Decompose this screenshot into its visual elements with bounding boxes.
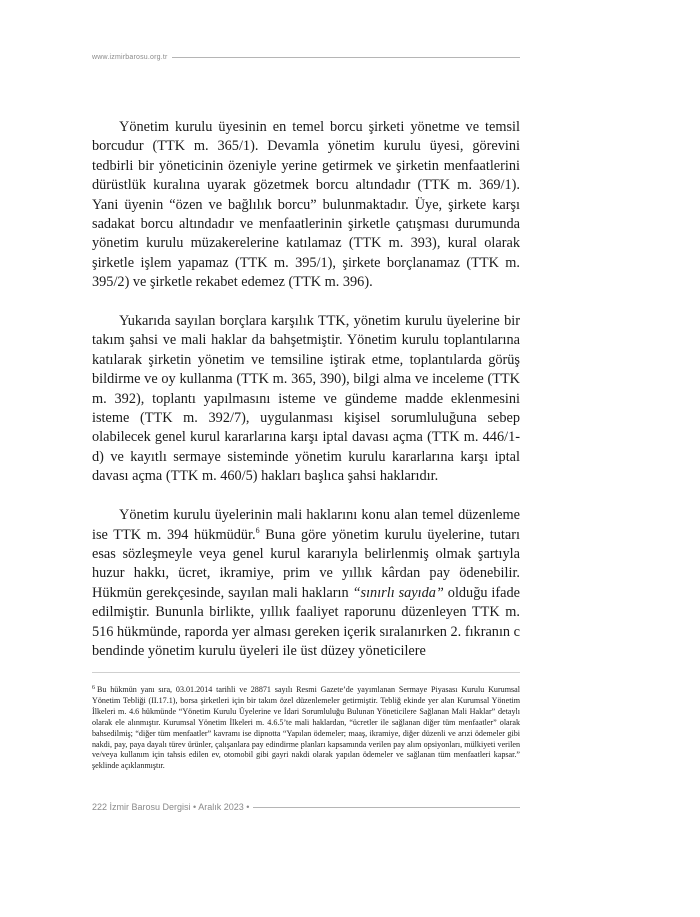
footer-label: 222 İzmir Barosu Dergisi • Aralık 2023 • (92, 802, 250, 812)
body-text (92, 118, 520, 661)
footnote-6 (92, 683, 520, 772)
paragraph-3 (92, 506, 520, 661)
footnote-number: 6 (92, 685, 95, 691)
header-url: www.izmirbarosu.org.tr (92, 54, 168, 61)
footnotes (92, 683, 520, 772)
page-header (92, 54, 520, 61)
paragraph-2-text: Yukarıda sayılan borçlara karşılık TTK, yönetim kurulu üyelerine bir takım şahsi ve mali haklar da bahşetmiştir. Yönetim kurulu toplantılarına katılarak şirketin yönetim ve temsiline iştirak etme, toplantılarda görüş bildirme ve oy kullanma (TTK m. 365, 390), bilgi alma ve inceleme (TTK m. 392), toplantı yapılmasını isteme ve gündeme madde eklenmesini isteme (TTK m. 392/7), uygulanması kişisel sorumluluğuna sebep olabilecek genel kurul kararlarına karşı iptal davası açma (TTK m. 446/1-d) ve kayıtlı sermaye sisteminde yönetim kurulu kararlarına karşı iptal davası açma (TTK m. 460/5) hakları başlıca şahsi haklarıdır. (92, 313, 520, 485)
header-rule (172, 57, 520, 58)
paragraph-3-text-b: Buna göre yönetim kurulu üyelerine, tutarı esas sözleşmeyle veya genel kurul kararıyla belirlenmiş olmak şartıyla huzur hakkı, ücret, ikramiye, prim ve yıllık kârdan pay ödenebilir. Hükmün gerekçesinde, sayılan mali hakların (92, 526, 520, 601)
paragraph-1 (92, 118, 520, 293)
paragraph-3-emphasis: “sınırlı sayıda” (352, 584, 444, 601)
footnote-text: Bu hükmün yanı sıra, 03.01.2014 tarihli ve 28871 sayılı Resmi Gazete’de yayımlanan Sermaye Piyasası Kurulu Kurumsal Yönetim Tebliği (II.17.1), borsa şirketleri için bir takım özel düzenlemeler getirmiştir. Tebliğ ekinde yer alan Kurumsal Yönetim İlkeleri m. 4.6 hükmünde “Yönetim Kurulu Üyelerine ve İdari Sorumluluğu Bulunan Yöneticilere Sağlanan Mali Haklar” detaylı olarak ele alınmıştır. Kurumsal Yönetim İlkeleri m. 4.6.5’te mali haklardan, “ücretler ile sağlanan diğer tüm menfaatler” olarak bahsedilmiş; “diğer tüm menfaatler” kavramı ise dipnotta “Yapılan ödemeler; maaş, ikramiye, diğer düzenli ve arızi ödemeler gibi nakdi, pay, paya dayalı türev ürünler, çalışanlara pay edindirme planları kapsamında verilen pay alım opsiyonları, mülkiyeti verilen ve/veya kullanım için tahsis edilen ev, otomobil gibi gayri nakdi olarak yapılan ödemeler ve sağlanan tüm menfaatleri kapsar.” şeklinde açıklanmıştır. (92, 685, 520, 771)
paragraph-3-text-a: Yönetim kurulu üyelerinin mali haklarını konu alan temel düzenleme ise TTK m. 394 hükmüdür. (92, 507, 520, 543)
paragraph-2 (92, 312, 520, 487)
footnote-reference[interactable]: 6 (255, 525, 260, 535)
footnote-separator (92, 672, 520, 673)
page-footer (92, 802, 520, 812)
paragraph-1-text: Yönetim kurulu üyesinin en temel borcu şirketi yönetme ve temsil borcudur (TTK m. 365/1). Devamla yönetim kurulu üyesi, görevini tedbirli bir yöneticinin özeniyle yerine getirmek ve şirketin menfaatlerini dürüstlük kuralına uyarak gözetmek borcu altındadır (TTK m. 369/1). Yani üyenin “özen ve bağlılık borcu” bulunmaktadır. Üye, şirkete karşı sadakat borcu altındadır ve menfaatlerinin şirketle çatışması durumunda yönetim kurulu müzakerelerine katılamaz (TTK m. 393), kural olarak şirketle işlem yapamaz (TTK m. 395/1), şirkete borçlanamaz (TTK m. 395/2) ve şirketle rekabet edemez (TTK m. 396). (92, 119, 520, 291)
paragraph-3-text-c: olduğu ifade edilmiştir. Bununla birlikte, yıllık faaliyet raporunu düzenleyen TTK m. 516 hükmünde, raporda yer alması gereken içerik sıralanırken 2. fıkranın c bendinde yönetim kurulu üyeleri ile üst düzey yöneticilere (92, 584, 520, 659)
footer-rule (253, 807, 520, 808)
